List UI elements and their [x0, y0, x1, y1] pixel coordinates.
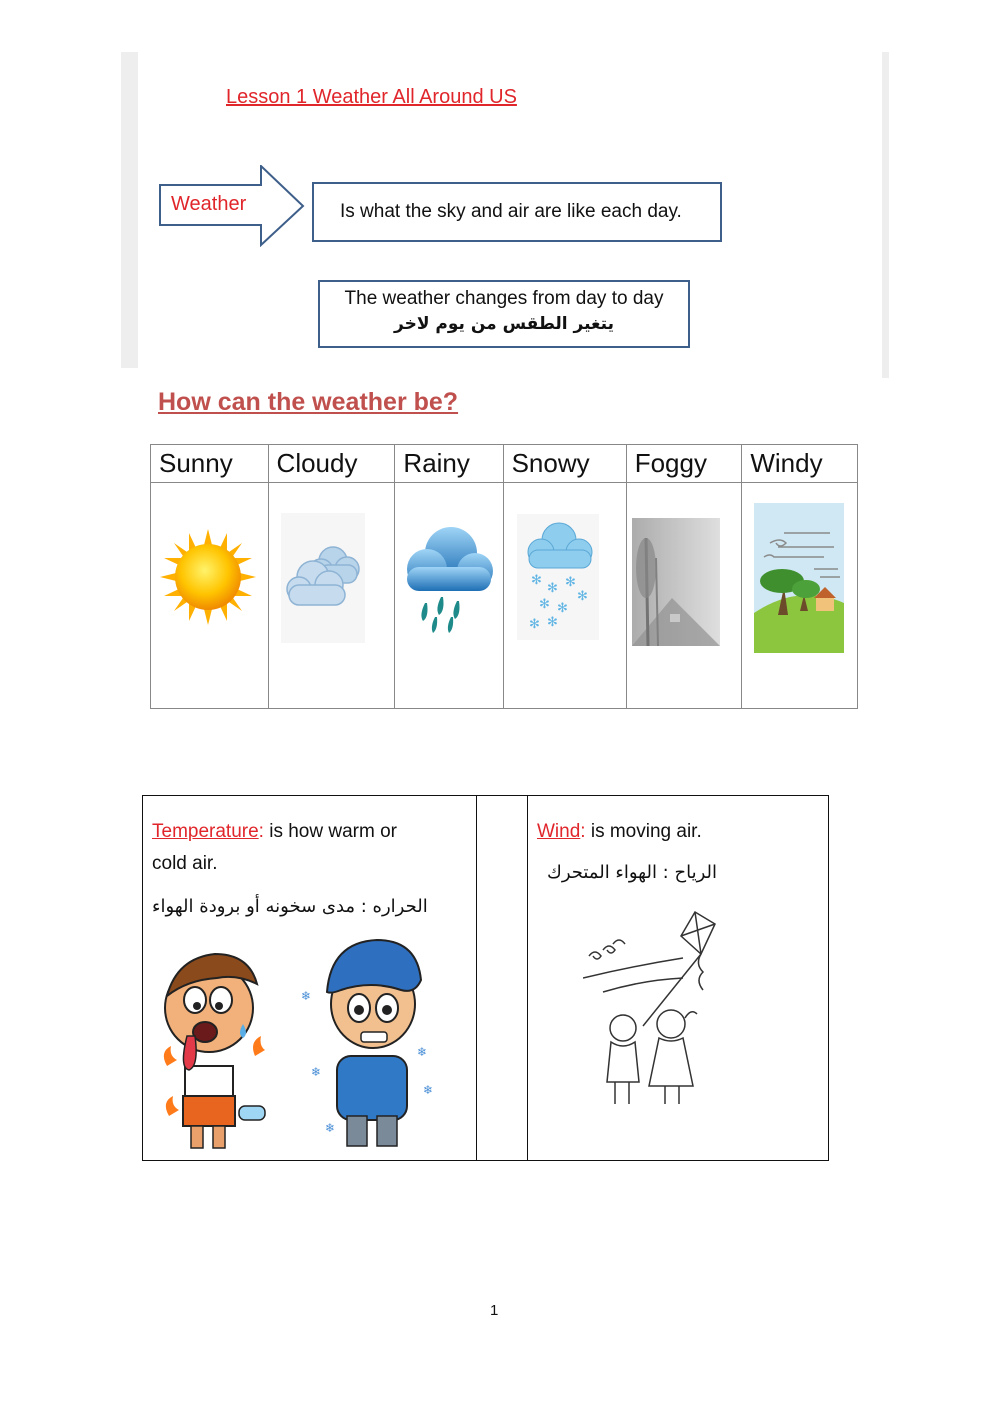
- hot-boy-icon: [164, 954, 265, 1148]
- margin-band-left: [121, 52, 138, 368]
- svg-text:✻: ✻: [538, 597, 550, 612]
- wind-arabic: الرياح : الهواء المتحرك: [546, 862, 717, 883]
- rain-cloud-icon: [401, 521, 497, 641]
- cell-sunny: [151, 483, 269, 709]
- temperature-definition: Temperature: is how warm or cold air.: [152, 821, 397, 874]
- hot-cold-boys-illustration: [151, 936, 471, 1151]
- cell-foggy: [626, 483, 742, 709]
- header-sunny: Sunny: [151, 445, 269, 483]
- svg-text:✻: ✻: [530, 573, 542, 588]
- fog-icon: [632, 518, 720, 646]
- weather-label: Weather: [171, 193, 247, 215]
- header-rainy: Rainy: [395, 445, 503, 483]
- svg-text:✻: ✻: [546, 581, 558, 596]
- svg-text:❄: ❄: [423, 1083, 434, 1097]
- margin-band-right: [882, 52, 889, 378]
- table-header-row: [151, 445, 858, 483]
- temperature-term: Temperature: [152, 821, 259, 842]
- column-divider: [476, 796, 477, 1160]
- cell-rainy: [395, 483, 503, 709]
- definition-text: Is what the sky and air are like each day.: [340, 201, 682, 222]
- changes-box: [318, 280, 690, 348]
- svg-text:❄: ❄: [417, 1045, 428, 1059]
- svg-text:✻: ✻: [556, 601, 568, 616]
- temperature-line2: cold air.: [152, 853, 218, 874]
- table-image-row: [151, 483, 858, 709]
- svg-text:❄: ❄: [311, 1065, 322, 1079]
- cell-snowy: [503, 483, 626, 709]
- cloud-icon: [281, 513, 365, 643]
- snow-cloud-icon: [517, 514, 599, 640]
- changes-arabic: يتغير الطقس من يوم لاخر: [394, 314, 614, 334]
- svg-text:✻: ✻: [564, 575, 576, 590]
- wind-term: Wind: [537, 821, 581, 842]
- cell-windy: [742, 483, 858, 709]
- changes-english: The weather changes from day to day: [344, 288, 664, 309]
- svg-text:❄: ❄: [325, 1121, 336, 1135]
- svg-text:❄: ❄: [301, 989, 312, 1003]
- column-divider: [527, 796, 528, 1160]
- cold-boy-icon: [301, 940, 433, 1146]
- svg-text:✻: ✻: [546, 615, 558, 630]
- svg-text:✻: ✻: [576, 589, 588, 604]
- svg-text:✻: ✻: [528, 617, 540, 632]
- wind-definition: Wind: is moving air.: [537, 821, 702, 842]
- lesson-title: Lesson 1 Weather All Around US: [226, 86, 517, 108]
- kite-kids-illustration: [583, 906, 729, 1116]
- question-heading: How can the weather be?: [158, 388, 459, 416]
- header-cloudy: Cloudy: [268, 445, 395, 483]
- header-foggy: Foggy: [626, 445, 742, 483]
- header-windy: Windy: [742, 445, 858, 483]
- definitions-table: [142, 795, 829, 1161]
- page-number: 1: [490, 1302, 499, 1319]
- weather-types-table: [150, 444, 858, 709]
- cell-cloudy: [268, 483, 395, 709]
- temperature-arabic: الحراره : مدى سخونه أو برودة الهواء: [152, 896, 428, 917]
- sun-icon: [158, 527, 258, 627]
- definition-box: [312, 182, 722, 242]
- wind-scene-icon: [754, 503, 844, 653]
- header-snowy: Snowy: [503, 445, 626, 483]
